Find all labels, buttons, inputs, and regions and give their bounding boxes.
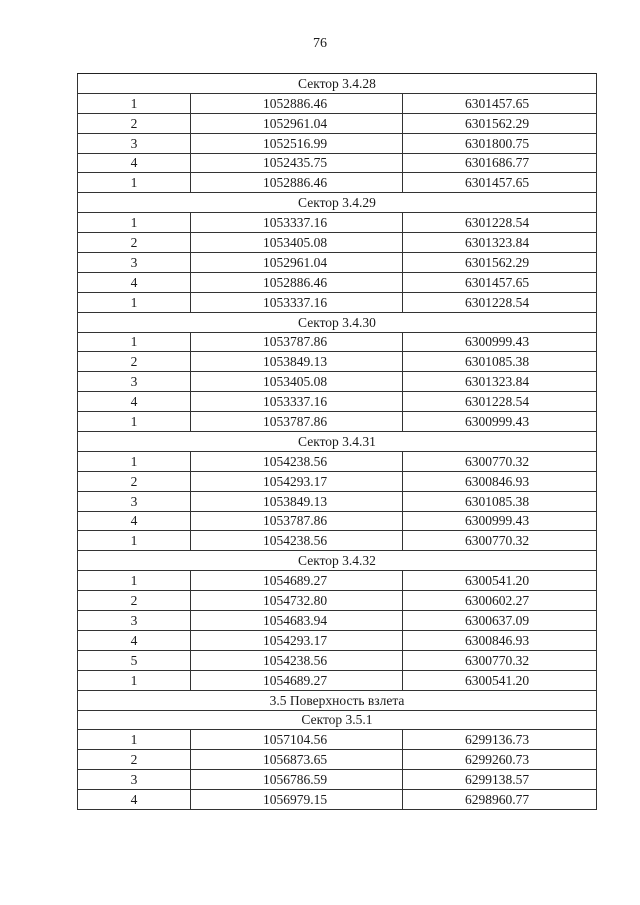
table-row: [78, 511, 597, 531]
section-header-row: [78, 312, 597, 332]
x-coordinate-cell: 1054293.17: [191, 630, 403, 650]
x-coordinate-cell: 1054238.56: [191, 451, 403, 471]
point-number-cell: 2: [78, 352, 191, 372]
point-number-cell: 4: [78, 272, 191, 292]
table-row: [78, 630, 597, 650]
x-coordinate-cell: 1054238.56: [191, 650, 403, 670]
y-coordinate-cell: 6299260.73: [403, 750, 597, 770]
section-title: Сектор 3.4.32: [78, 551, 597, 571]
point-number-cell: 1: [78, 412, 191, 432]
x-coordinate-cell: 1057104.56: [191, 730, 403, 750]
point-number-cell: 3: [78, 491, 191, 511]
y-coordinate-cell: 6301800.75: [403, 133, 597, 153]
y-coordinate-cell: 6301323.84: [403, 233, 597, 253]
point-number-cell: 3: [78, 372, 191, 392]
y-coordinate-cell: 6301085.38: [403, 491, 597, 511]
table-row: [78, 332, 597, 352]
point-number-cell: 4: [78, 153, 191, 173]
y-coordinate-cell: 6299138.57: [403, 770, 597, 790]
section-title: Сектор 3.4.30: [78, 312, 597, 332]
point-number-cell: 4: [78, 511, 191, 531]
y-coordinate-cell: 6300846.93: [403, 630, 597, 650]
table-row: [78, 750, 597, 770]
table-row: [78, 591, 597, 611]
table-row: [78, 253, 597, 273]
point-number-cell: 1: [78, 93, 191, 113]
point-number-cell: 2: [78, 750, 191, 770]
table-row: [78, 272, 597, 292]
y-coordinate-cell: 6300999.43: [403, 412, 597, 432]
x-coordinate-cell: 1052886.46: [191, 173, 403, 193]
point-number-cell: 2: [78, 471, 191, 491]
point-number-cell: 1: [78, 173, 191, 193]
x-coordinate-cell: 1052516.99: [191, 133, 403, 153]
section-title: Сектор 3.4.28: [78, 74, 597, 94]
table-row: [78, 233, 597, 253]
x-coordinate-cell: 1053849.13: [191, 491, 403, 511]
y-coordinate-cell: 6301686.77: [403, 153, 597, 173]
x-coordinate-cell: 1053787.86: [191, 332, 403, 352]
point-number-cell: 4: [78, 790, 191, 810]
point-number-cell: 1: [78, 292, 191, 312]
point-number-cell: 3: [78, 611, 191, 631]
x-coordinate-cell: 1052435.75: [191, 153, 403, 173]
section-title: Сектор 3.4.31: [78, 432, 597, 452]
table-row: [78, 471, 597, 491]
point-number-cell: 3: [78, 770, 191, 790]
section-header-row: [78, 710, 597, 730]
x-coordinate-cell: 1054689.27: [191, 670, 403, 690]
section-title: Сектор 3.5.1: [78, 710, 597, 730]
y-coordinate-cell: 6300541.20: [403, 670, 597, 690]
y-coordinate-cell: 6301323.84: [403, 372, 597, 392]
point-number-cell: 5: [78, 650, 191, 670]
section-header-row: [78, 193, 597, 213]
y-coordinate-cell: 6301085.38: [403, 352, 597, 372]
x-coordinate-cell: 1052886.46: [191, 93, 403, 113]
page-number: 76: [313, 36, 327, 51]
point-number-cell: 1: [78, 332, 191, 352]
x-coordinate-cell: 1056786.59: [191, 770, 403, 790]
section-title: Сектор 3.4.29: [78, 193, 597, 213]
point-number-cell: 1: [78, 730, 191, 750]
section-header-row: [78, 74, 597, 94]
point-number-cell: 1: [78, 213, 191, 233]
y-coordinate-cell: 6301228.54: [403, 392, 597, 412]
x-coordinate-cell: 1054683.94: [191, 611, 403, 631]
table-row: [78, 372, 597, 392]
x-coordinate-cell: 1054238.56: [191, 531, 403, 551]
coordinates-table: [77, 73, 597, 810]
x-coordinate-cell: 1053787.86: [191, 412, 403, 432]
table-row: [78, 531, 597, 551]
y-coordinate-cell: 6300602.27: [403, 591, 597, 611]
table-row: [78, 571, 597, 591]
table-row: [78, 392, 597, 412]
table-row: [78, 451, 597, 471]
table-row: [78, 292, 597, 312]
x-coordinate-cell: 1052961.04: [191, 253, 403, 273]
x-coordinate-cell: 1053405.08: [191, 233, 403, 253]
x-coordinate-cell: 1052961.04: [191, 113, 403, 133]
x-coordinate-cell: 1054689.27: [191, 571, 403, 591]
x-coordinate-cell: 1053337.16: [191, 213, 403, 233]
point-number-cell: 3: [78, 253, 191, 273]
y-coordinate-cell: 6301457.65: [403, 173, 597, 193]
y-coordinate-cell: 6301457.65: [403, 93, 597, 113]
x-coordinate-cell: 1056873.65: [191, 750, 403, 770]
point-number-cell: 2: [78, 233, 191, 253]
point-number-cell: 1: [78, 571, 191, 591]
y-coordinate-cell: 6300637.09: [403, 611, 597, 631]
x-coordinate-cell: 1052886.46: [191, 272, 403, 292]
table-row: [78, 491, 597, 511]
coordinates-table-body: [78, 74, 597, 810]
table-row: [78, 93, 597, 113]
section-header-row: [78, 551, 597, 571]
table-row: [78, 213, 597, 233]
y-coordinate-cell: 6301228.54: [403, 213, 597, 233]
y-coordinate-cell: 6300541.20: [403, 571, 597, 591]
y-coordinate-cell: 6301562.29: [403, 253, 597, 273]
x-coordinate-cell: 1054732.80: [191, 591, 403, 611]
section-header-row: [78, 432, 597, 452]
y-coordinate-cell: 6300770.32: [403, 531, 597, 551]
table-row: [78, 113, 597, 133]
point-number-cell: 2: [78, 113, 191, 133]
point-number-cell: 1: [78, 531, 191, 551]
section-header-row: [78, 690, 597, 710]
table-row: [78, 611, 597, 631]
x-coordinate-cell: 1054293.17: [191, 471, 403, 491]
y-coordinate-cell: 6301457.65: [403, 272, 597, 292]
table-row: [78, 173, 597, 193]
y-coordinate-cell: 6300846.93: [403, 471, 597, 491]
y-coordinate-cell: 6300999.43: [403, 332, 597, 352]
point-number-cell: 2: [78, 591, 191, 611]
table-row: [78, 790, 597, 810]
y-coordinate-cell: 6300999.43: [403, 511, 597, 531]
x-coordinate-cell: 1056979.15: [191, 790, 403, 810]
point-number-cell: 3: [78, 133, 191, 153]
table-row: [78, 730, 597, 750]
x-coordinate-cell: 1053337.16: [191, 292, 403, 312]
table-row: [78, 153, 597, 173]
x-coordinate-cell: 1053337.16: [191, 392, 403, 412]
x-coordinate-cell: 1053849.13: [191, 352, 403, 372]
point-number-cell: 1: [78, 451, 191, 471]
section-title: 3.5 Поверхность взлета: [78, 690, 597, 710]
y-coordinate-cell: 6298960.77: [403, 790, 597, 810]
table-row: [78, 352, 597, 372]
point-number-cell: 1: [78, 670, 191, 690]
table-row: [78, 770, 597, 790]
y-coordinate-cell: 6301562.29: [403, 113, 597, 133]
y-coordinate-cell: 6300770.32: [403, 451, 597, 471]
table-row: [78, 670, 597, 690]
point-number-cell: 4: [78, 392, 191, 412]
y-coordinate-cell: 6301228.54: [403, 292, 597, 312]
table-row: [78, 412, 597, 432]
y-coordinate-cell: 6299136.73: [403, 730, 597, 750]
y-coordinate-cell: 6300770.32: [403, 650, 597, 670]
table-row: [78, 650, 597, 670]
x-coordinate-cell: 1053405.08: [191, 372, 403, 392]
x-coordinate-cell: 1053787.86: [191, 511, 403, 531]
point-number-cell: 4: [78, 630, 191, 650]
table-row: [78, 133, 597, 153]
